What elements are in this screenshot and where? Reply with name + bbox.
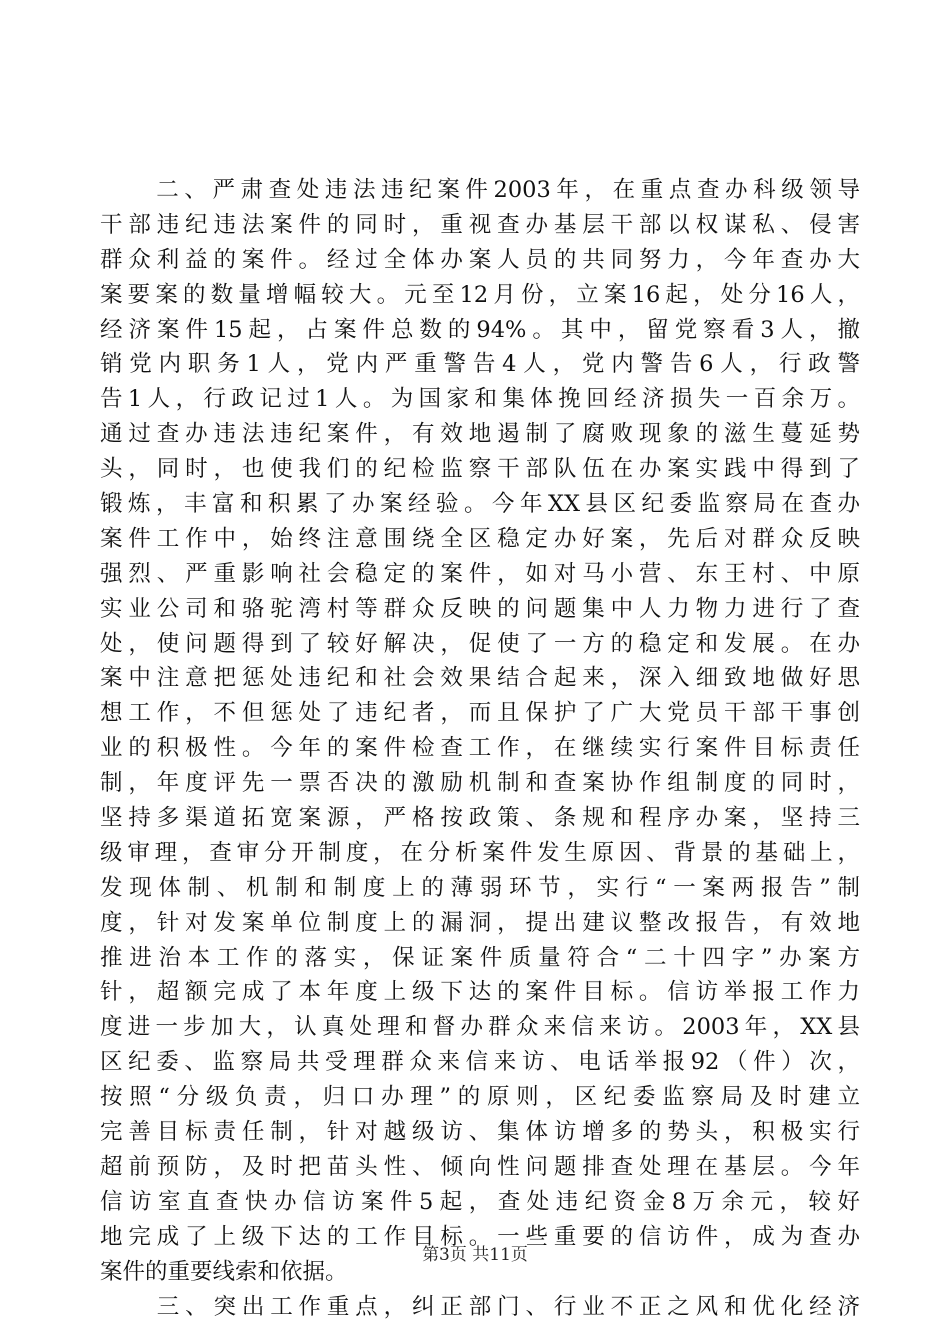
text-line: 案中注意把惩处违纪和社会效果结合起来，深入细致地做好思 xyxy=(100,665,860,692)
text-line: 完善目标责任制，针对越级访、集体访增多的势头，积极实行 xyxy=(100,1119,860,1146)
text-line: 案件的重要线索和依据。 xyxy=(100,1258,348,1285)
text-line: 针，超额完成了本年度上级下达的案件目标。信访举报工作力 xyxy=(100,979,860,1006)
text-line: 推进治本工作的落实，保证案件质量符合“二十四字”办案方 xyxy=(100,944,860,971)
text-line: 想工作，不但惩处了违纪者，而且保护了广大党员干部干事创 xyxy=(100,700,860,727)
text-line: 案件工作中，始终注意围绕全区稳定办好案，先后对群众反映 xyxy=(100,525,860,552)
text-line: 锻炼，丰富和积累了办案经验。今年XX县区纪委监察局在查办 xyxy=(100,491,860,518)
text-line: 群众利益的案件。经过全体办案人员的共同努力，今年查办大 xyxy=(100,246,860,273)
text-line: 发现体制、机制和制度上的薄弱环节，实行“一案两报告”制 xyxy=(100,874,860,901)
page-footer: 第3页 共11页 xyxy=(422,1245,528,1265)
text-line: 强烈、严重影响社会稳定的案件，如对马小营、东王村、中原 xyxy=(100,560,860,587)
text-line: 地完成了上级下达的工作目标。一些重要的信访件，成为查办 xyxy=(100,1223,860,1250)
text-line: 销党内职务1人，党内严重警告4人，党内警告6人，行政警 xyxy=(100,351,860,378)
text-line: 信访室直查快办信访案件5起，查处违纪资金8万余元，较好 xyxy=(100,1188,860,1215)
text-line: 超前预防，及时把苗头性、倾向性问题排查处理在基层。今年 xyxy=(100,1153,860,1180)
text-line: 三、突出工作重点，纠正部门、行业不正之风和优化经济 xyxy=(100,1293,860,1320)
text-line: 干部违纪违法案件的同时，重视查办基层干部以权谋私、侵害 xyxy=(100,211,860,238)
text-line: 区纪委、监察局共受理群众来信来访、电话举报92（件）次， xyxy=(100,1049,860,1076)
text-line: 实业公司和骆驼湾村等群众反映的问题集中人力物力进行了查 xyxy=(100,595,860,622)
text-line: 案要案的数量增幅较大。元至12月份，立案16起，处分16人， xyxy=(100,281,860,308)
text-line: 告1人，行政记过1人。为国家和集体挽回经济损失一百余万。 xyxy=(100,386,860,413)
text-line: 制，年度评先一票否决的激励机制和查案协作组制度的同时， xyxy=(100,770,860,797)
text-line: 业的积极性。今年的案件检查工作，在继续实行案件目标责任 xyxy=(100,735,860,762)
text-line: 通过查办违法违纪案件，有效地遏制了腐败现象的滋生蔓延势 xyxy=(100,421,860,448)
text-line: 二、严肃查处违法违纪案件2003年，在重点查办科级领导 xyxy=(100,177,860,203)
text-line: 头，同时，也使我们的纪检监察干部队伍在办案实践中得到了 xyxy=(100,456,860,483)
body-text xyxy=(100,173,860,1324)
text-line: 处，使问题得到了较好解决，促使了一方的稳定和发展。在办 xyxy=(100,630,860,657)
text-line: 按照“分级负责，归口办理”的原则，区纪委监察局及时建立 xyxy=(100,1084,860,1111)
text-line: 级审理，查审分开制度，在分析案件发生原因、背景的基础上， xyxy=(100,839,860,866)
text-line: 度，针对发案单位制度上的漏洞，提出建议整改报告，有效地 xyxy=(100,909,860,936)
text-line: 度进一步加大，认真处理和督办群众来信来访。2003年，XX县 xyxy=(100,1014,860,1041)
text-line: 坚持多渠道拓宽案源，严格按政策、条规和程序办案，坚持三 xyxy=(100,805,860,832)
text-line: 经济案件15起，占案件总数的94%。其中，留党察看3人，撤 xyxy=(100,316,860,343)
